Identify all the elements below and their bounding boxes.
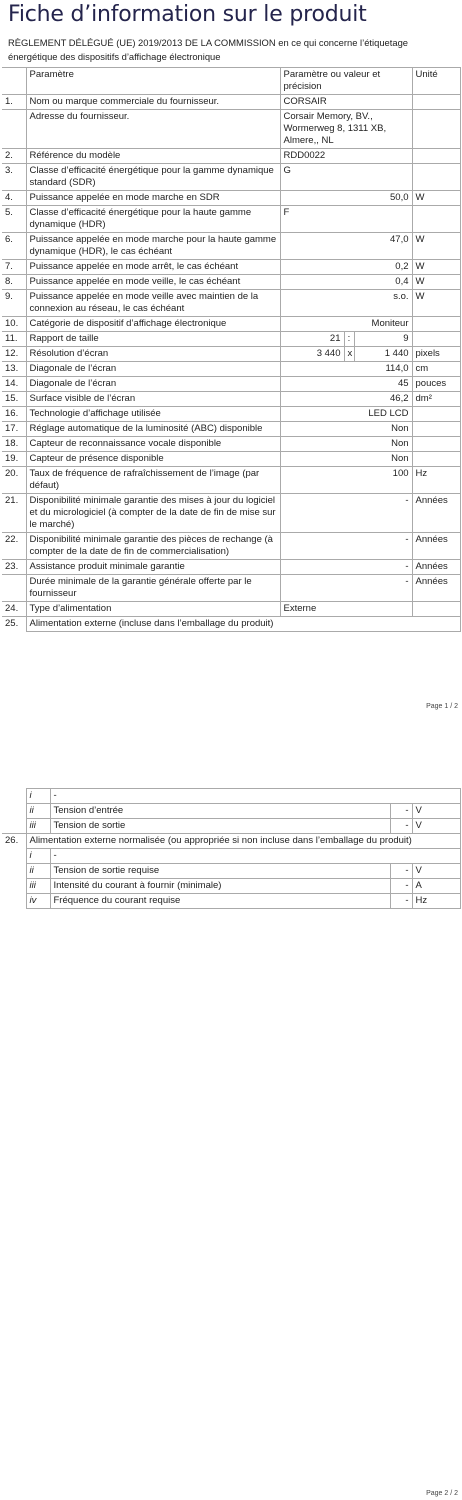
row-label: Rapport de taille xyxy=(26,332,280,347)
row-number: 1. xyxy=(2,95,26,110)
row-value: CORSAIR xyxy=(280,95,412,110)
row-unit xyxy=(412,422,460,437)
row-value: - xyxy=(390,804,412,819)
row-unit: Années xyxy=(412,560,460,575)
row-label: Intensité du courant à fournir (minimale) xyxy=(50,879,390,894)
resolution-height: 1 440 xyxy=(354,347,412,362)
row-label: Puissance appelée en mode arrêt, le cas échéant xyxy=(26,260,280,275)
row-number: 4. xyxy=(2,191,26,206)
row-value: Moniteur xyxy=(280,317,412,332)
table-row xyxy=(2,362,460,377)
row-number: 5. xyxy=(2,206,26,233)
row-value: 114,0 xyxy=(280,362,412,377)
table-row xyxy=(2,206,460,233)
row-value: - xyxy=(280,533,412,560)
table-row xyxy=(2,494,460,533)
row-number: 2. xyxy=(2,149,26,164)
row-unit xyxy=(412,602,460,617)
row-label: Tension de sortie xyxy=(50,819,390,834)
row-value: 0,4 xyxy=(280,275,412,290)
table-row xyxy=(2,317,460,332)
table-row xyxy=(2,864,460,879)
row-label: Diagonale de l’écran xyxy=(26,377,280,392)
row-number: 3. xyxy=(2,164,26,191)
row-value: 46,2 xyxy=(280,392,412,407)
row-roman: ii xyxy=(26,804,50,819)
row-value: - xyxy=(390,864,412,879)
row-label: - xyxy=(50,849,460,864)
resolution-separator: x xyxy=(344,347,354,362)
page-number: Page 1 / 2 xyxy=(426,703,458,710)
table-row xyxy=(2,617,460,632)
row-label: Surface visible de l’écran xyxy=(26,392,280,407)
row-label: Durée minimale de la garantie générale offerte par le fournisseur xyxy=(26,575,280,602)
row-number: 7. xyxy=(2,260,26,275)
row-roman: iii xyxy=(26,819,50,834)
row-roman: ii xyxy=(26,864,50,879)
row-number: 21. xyxy=(2,494,26,533)
page-title: Fiche d’information sur le produit xyxy=(8,2,367,27)
row-value: Externe xyxy=(280,602,412,617)
row-label: Assistance produit minimale garantie xyxy=(26,560,280,575)
row-value: - xyxy=(280,560,412,575)
row-value: Non xyxy=(280,422,412,437)
row-number: 20. xyxy=(2,467,26,494)
row-value: 47,0 xyxy=(280,233,412,260)
row-value: - xyxy=(390,819,412,834)
table-row xyxy=(2,275,460,290)
row-value: 100 xyxy=(280,467,412,494)
table-row xyxy=(2,149,460,164)
row-value: 50,0 xyxy=(280,191,412,206)
row-roman: iii xyxy=(26,879,50,894)
row-unit xyxy=(412,407,460,422)
row-value: Non xyxy=(280,437,412,452)
row-unit: Hz xyxy=(412,467,460,494)
row-number: 24. xyxy=(2,602,26,617)
row-roman: i xyxy=(26,789,50,804)
row-unit xyxy=(412,332,460,347)
row-number: 22. xyxy=(2,533,26,560)
row-unit xyxy=(412,206,460,233)
header-unite: Unité xyxy=(412,68,460,95)
row-unit: dm² xyxy=(412,392,460,407)
table-row xyxy=(2,95,460,110)
row-label: Puissance appelée en mode veille avec maintien de la connexion au réseau, le cas échéant xyxy=(26,290,280,317)
row-number: 10. xyxy=(2,317,26,332)
row-unit: Années xyxy=(412,494,460,533)
row-label: Puissance appelée en mode veille, le cas échéant xyxy=(26,275,280,290)
row-value: - xyxy=(390,894,412,909)
row-label: Fréquence du courant requise xyxy=(50,894,390,909)
row-number: 16. xyxy=(2,407,26,422)
row-unit: Années xyxy=(412,533,460,560)
table-row xyxy=(2,789,460,804)
table-row xyxy=(2,407,460,422)
row-value: RDD0022 xyxy=(280,149,412,164)
table-row xyxy=(2,290,460,317)
row-label: - xyxy=(50,789,460,804)
product-info-table xyxy=(2,67,461,632)
table-row xyxy=(2,467,460,494)
row-label: Résolution d’écran xyxy=(26,347,280,362)
row-unit: W xyxy=(412,233,460,260)
table-row xyxy=(2,110,460,149)
table-row xyxy=(2,575,460,602)
row-label: Catégorie de dispositif d’affichage électronique xyxy=(26,317,280,332)
row-label: Classe d’efficacité énergétique pour la gamme dynamique standard (SDR) xyxy=(26,164,280,191)
table-row xyxy=(2,233,460,260)
table-row xyxy=(2,422,460,437)
table-row xyxy=(2,347,460,362)
row-unit: Hz xyxy=(412,894,460,909)
table-row xyxy=(2,560,460,575)
row-number: 26. xyxy=(2,834,26,849)
power-supply-table xyxy=(2,788,461,909)
row-label: Capteur de reconnaissance vocale disponible xyxy=(26,437,280,452)
row-label: Capteur de présence disponible xyxy=(26,452,280,467)
row-label: Disponibilité minimale garantie des pièces de rechange (à compter de la date de fin de commercialisation) xyxy=(26,533,280,560)
row-number: 14. xyxy=(2,377,26,392)
row-label: Alimentation externe (incluse dans l’emballage du produit) xyxy=(26,617,460,632)
table-row xyxy=(2,392,460,407)
table-row xyxy=(2,260,460,275)
regulation-reference: RÈGLEMENT DÉLÉGUÉ (UE) 2019/2013 DE LA COMMISSION en ce qui concerne l’étiquetage énergétique des dispositifs d’affichage électronique xyxy=(8,37,409,62)
header-parametre: Paramètre xyxy=(26,68,280,95)
row-unit: W xyxy=(412,191,460,206)
table-row xyxy=(2,437,460,452)
row-unit xyxy=(412,452,460,467)
row-unit: A xyxy=(412,879,460,894)
row-value: s.o. xyxy=(280,290,412,317)
row-label: Diagonale de l’écran xyxy=(26,362,280,377)
table-row xyxy=(2,164,460,191)
row-label: Nom ou marque commerciale du fournisseur. xyxy=(26,95,280,110)
row-label: Tension d’entrée xyxy=(50,804,390,819)
row-unit: W xyxy=(412,290,460,317)
table-row xyxy=(2,191,460,206)
row-number: 11. xyxy=(2,332,26,347)
row-value: Non xyxy=(280,452,412,467)
ratio-width: 21 xyxy=(280,332,344,347)
table-row xyxy=(2,377,460,392)
row-unit xyxy=(412,149,460,164)
row-value: F xyxy=(280,206,412,233)
row-unit: W xyxy=(412,275,460,290)
row-number: 9. xyxy=(2,290,26,317)
row-label: Référence du modèle xyxy=(26,149,280,164)
row-number: 8. xyxy=(2,275,26,290)
row-number: 18. xyxy=(2,437,26,452)
row-unit: V xyxy=(412,819,460,834)
row-label: Taux de fréquence de rafraîchissement de l’image (par défaut) xyxy=(26,467,280,494)
table-row xyxy=(2,834,460,849)
row-unit: Années xyxy=(412,575,460,602)
row-unit: cm xyxy=(412,362,460,377)
table-row xyxy=(2,332,460,347)
row-unit xyxy=(412,95,460,110)
row-number: 19. xyxy=(2,452,26,467)
row-value: - xyxy=(280,494,412,533)
row-label: Puissance appelée en mode marche pour la haute gamme dynamique (HDR), le cas échéant xyxy=(26,233,280,260)
row-number: 17. xyxy=(2,422,26,437)
row-value: Corsair Memory, BV., Wormerweg 8, 1311 XB, Almere,, NL xyxy=(280,110,412,149)
row-value: LED LCD xyxy=(280,407,412,422)
page-number: Page 2 / 2 xyxy=(426,1490,458,1497)
row-number: 6. xyxy=(2,233,26,260)
table-row xyxy=(2,533,460,560)
row-label: Technologie d’affichage utilisée xyxy=(26,407,280,422)
table-row xyxy=(2,452,460,467)
row-roman: i xyxy=(26,849,50,864)
header-valeur: Paramètre ou valeur et précision xyxy=(280,68,412,95)
row-label: Adresse du fournisseur. xyxy=(26,110,280,149)
row-number: 13. xyxy=(2,362,26,377)
table-row xyxy=(2,804,460,819)
row-value: - xyxy=(390,879,412,894)
row-unit xyxy=(412,110,460,149)
row-unit: pouces xyxy=(412,377,460,392)
row-unit xyxy=(412,437,460,452)
row-number: 23. xyxy=(2,560,26,575)
table-row xyxy=(2,602,460,617)
table-row xyxy=(2,894,460,909)
row-label: Disponibilité minimale garantie des mises à jour du logiciel et du micrologiciel (à compter de la date de fin de mise sur le marché) xyxy=(26,494,280,533)
row-label: Type d’alimentation xyxy=(26,602,280,617)
row-unit xyxy=(412,317,460,332)
table-row xyxy=(2,819,460,834)
row-unit: pixels xyxy=(412,347,460,362)
row-label: Puissance appelée en mode marche en SDR xyxy=(26,191,280,206)
row-value: - xyxy=(280,575,412,602)
row-label: Tension de sortie requise xyxy=(50,864,390,879)
row-number: 15. xyxy=(2,392,26,407)
row-value: G xyxy=(280,164,412,191)
row-unit: W xyxy=(412,260,460,275)
table-row xyxy=(2,879,460,894)
row-number: 25. xyxy=(2,617,26,632)
row-number: 12. xyxy=(2,347,26,362)
row-label: Classe d’efficacité énergétique pour la haute gamme dynamique (HDR) xyxy=(26,206,280,233)
table-header-row xyxy=(2,68,460,95)
ratio-separator: : xyxy=(344,332,354,347)
row-unit xyxy=(412,164,460,191)
ratio-height: 9 xyxy=(354,332,412,347)
row-value: 0,2 xyxy=(280,260,412,275)
row-label: Réglage automatique de la luminosité (ABC) disponible xyxy=(26,422,280,437)
row-unit: V xyxy=(412,804,460,819)
resolution-width: 3 440 xyxy=(280,347,344,362)
row-label: Alimentation externe normalisée (ou appropriée si non incluse dans l’emballage du produit) xyxy=(26,834,460,849)
row-unit: V xyxy=(412,864,460,879)
row-roman: iv xyxy=(26,894,50,909)
table-row xyxy=(2,849,460,864)
row-value: 45 xyxy=(280,377,412,392)
